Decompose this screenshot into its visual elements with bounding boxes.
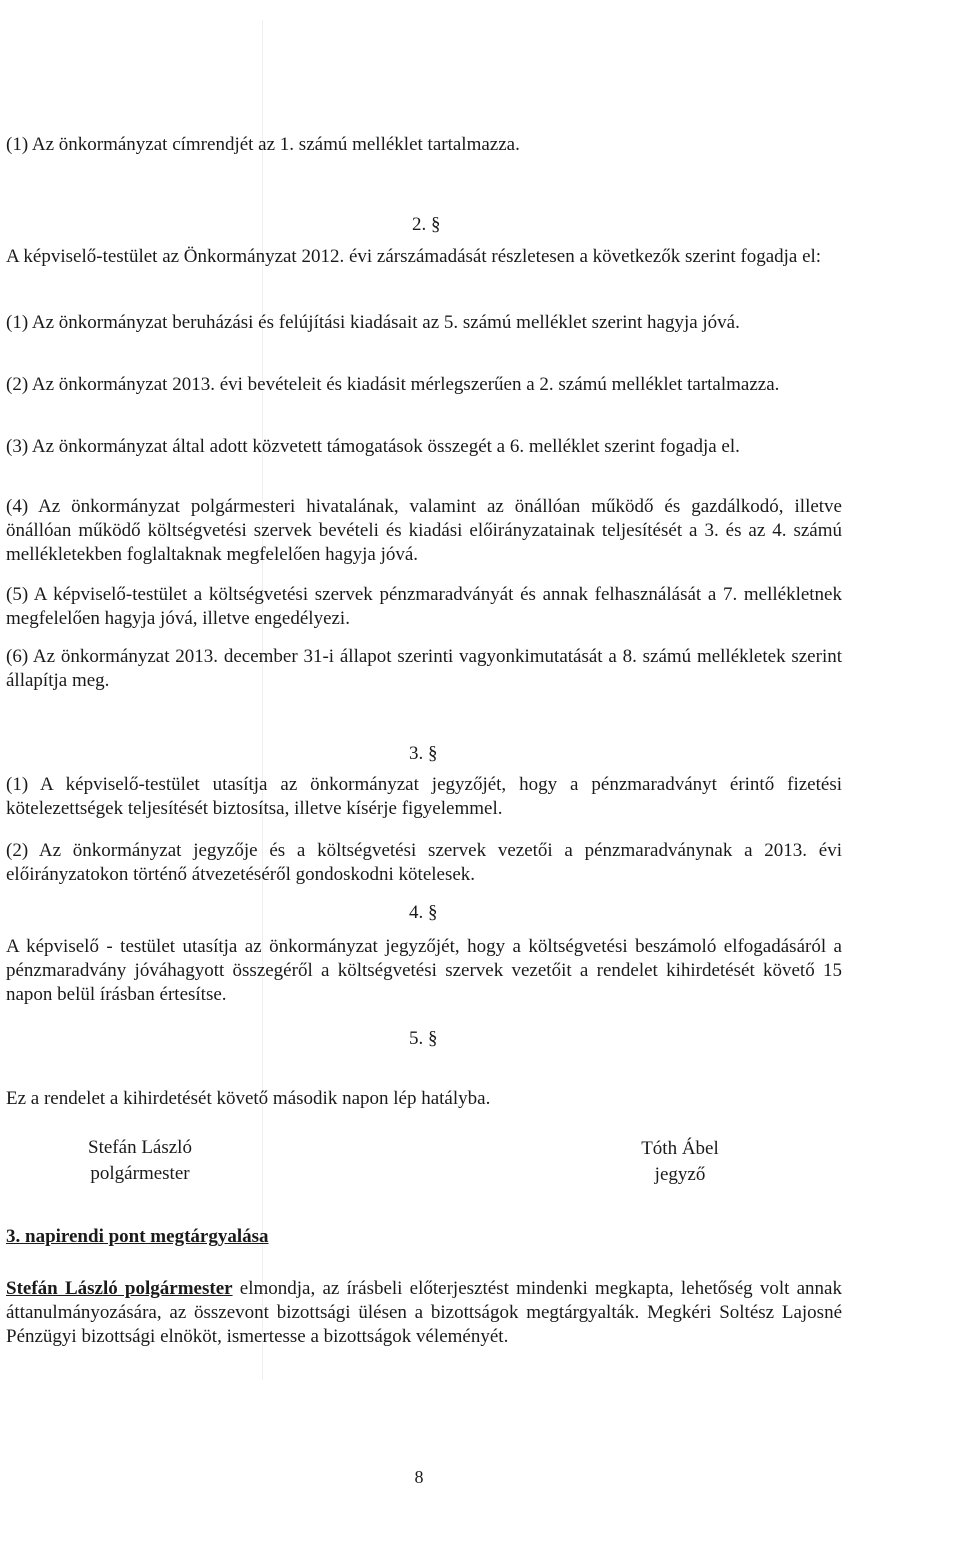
section-5-heading: 5. §: [409, 1028, 438, 1049]
signature-mayor: [50, 1135, 230, 1187]
agenda-heading-text: 3. napirendi pont megtárgyalása: [6, 1226, 269, 1247]
mayor-title: polgármester: [90, 1163, 190, 1184]
paragraph-2-6: (6) Az önkormányzat 2013. december 31-i állapot szerinti vagyonkimutatását a 8. számú mellékletek szerint állapítja meg.: [6, 646, 842, 691]
paragraph-3-1: (1) A képviselő-testület utasítja az önkormányzat jegyzőjét, hogy a pénzmaradványt érintő fizetési kötelezettségek teljesítését biztosítsa, illetve kísérje figyelemmel.: [6, 774, 842, 819]
mayor-name: Stefán László: [88, 1137, 192, 1158]
notary-title: jegyző: [654, 1164, 706, 1185]
paragraph-3-2: (2) Az önkormányzat jegyzője és a költségvetési szervek vezetői a pénzmaradványnak a 2013. évi előirányzatokon történő átvezetéséről gondoskodni kötelesek.: [6, 840, 842, 885]
paragraph-5: Ez a rendelet a kihirdetését követő második napon lép hatályba.: [6, 1088, 491, 1109]
paragraph-2-intro: A képviselő-testület az Önkormányzat 2012. évi zárszámadását részletesen a következők szerint fogadja el:: [6, 246, 822, 267]
section-2-heading: 2. §: [412, 214, 441, 235]
page-number: 8: [414, 1467, 424, 1487]
section-3-heading: 3. §: [409, 743, 438, 764]
agenda-paragraph: [6, 1277, 842, 1349]
paragraph-4: A képviselő - testület utasítja az önkormányzat jegyzőjét, hogy a költségvetési beszámoló elfogadásáról a pénzmaradvány jóváhagyott összegéről a költségvetési szervek vezetőit a rendelet kihirdetését követő 15 napon belül írásban értesítse.: [6, 936, 842, 1005]
paragraph-2-4: (4) Az önkormányzat polgármesteri hivatalának, valamint az önállóan működő és gazdálkodó, illetve önállóan működő költségvetési szervek bevételi és kiadási előirányzatainak teljesítését a 3. és az 4. számú mellékletekben foglaltaknak megfelelően hagyja jóvá.: [6, 496, 842, 565]
paragraph-2-5: (5) A képviselő-testület a költségvetési szervek pénzmaradványát és annak felhasználását a 7. mellékletnek megfelelően hagyja jóvá, illetve engedélyezi.: [6, 584, 842, 629]
scan-artifact-line: [262, 20, 263, 1380]
agenda-speaker: Stefán László polgármester: [6, 1278, 233, 1299]
paragraph-1-1: (1) Az önkormányzat címrendjét az 1. számú melléklet tartalmazza.: [6, 134, 520, 155]
paragraph-2-2: (2) Az önkormányzat 2013. évi bevételeit és kiadásit mérlegszerűen a 2. számú melléklet tartalmazza.: [6, 374, 780, 395]
agenda-heading: [6, 1225, 842, 1249]
agenda-text: elmondja, az írásbeli előterjesztést mindenki megkapta, lehetőség volt annak áttanulmányozására, az összevont bizottsági ülésen a bizottságok megtárgyalták. Megkéri Soltész Lajosné Pénzügyi bizottsági elnököt, ismertesse a bizottságok véleményét.: [6, 1278, 842, 1347]
section-4-heading: 4. §: [409, 902, 438, 923]
paragraph-2-3: (3) Az önkormányzat által adott közvetett támogatások összegét a 6. melléklet szerint fogadja el.: [6, 436, 740, 457]
notary-name: Tóth Ábel: [641, 1138, 719, 1159]
signature-notary: [590, 1136, 770, 1188]
paragraph-2-1: (1) Az önkormányzat beruházási és felújítási kiadásait az 5. számú melléklet szerint hagyja jóvá.: [6, 312, 740, 333]
